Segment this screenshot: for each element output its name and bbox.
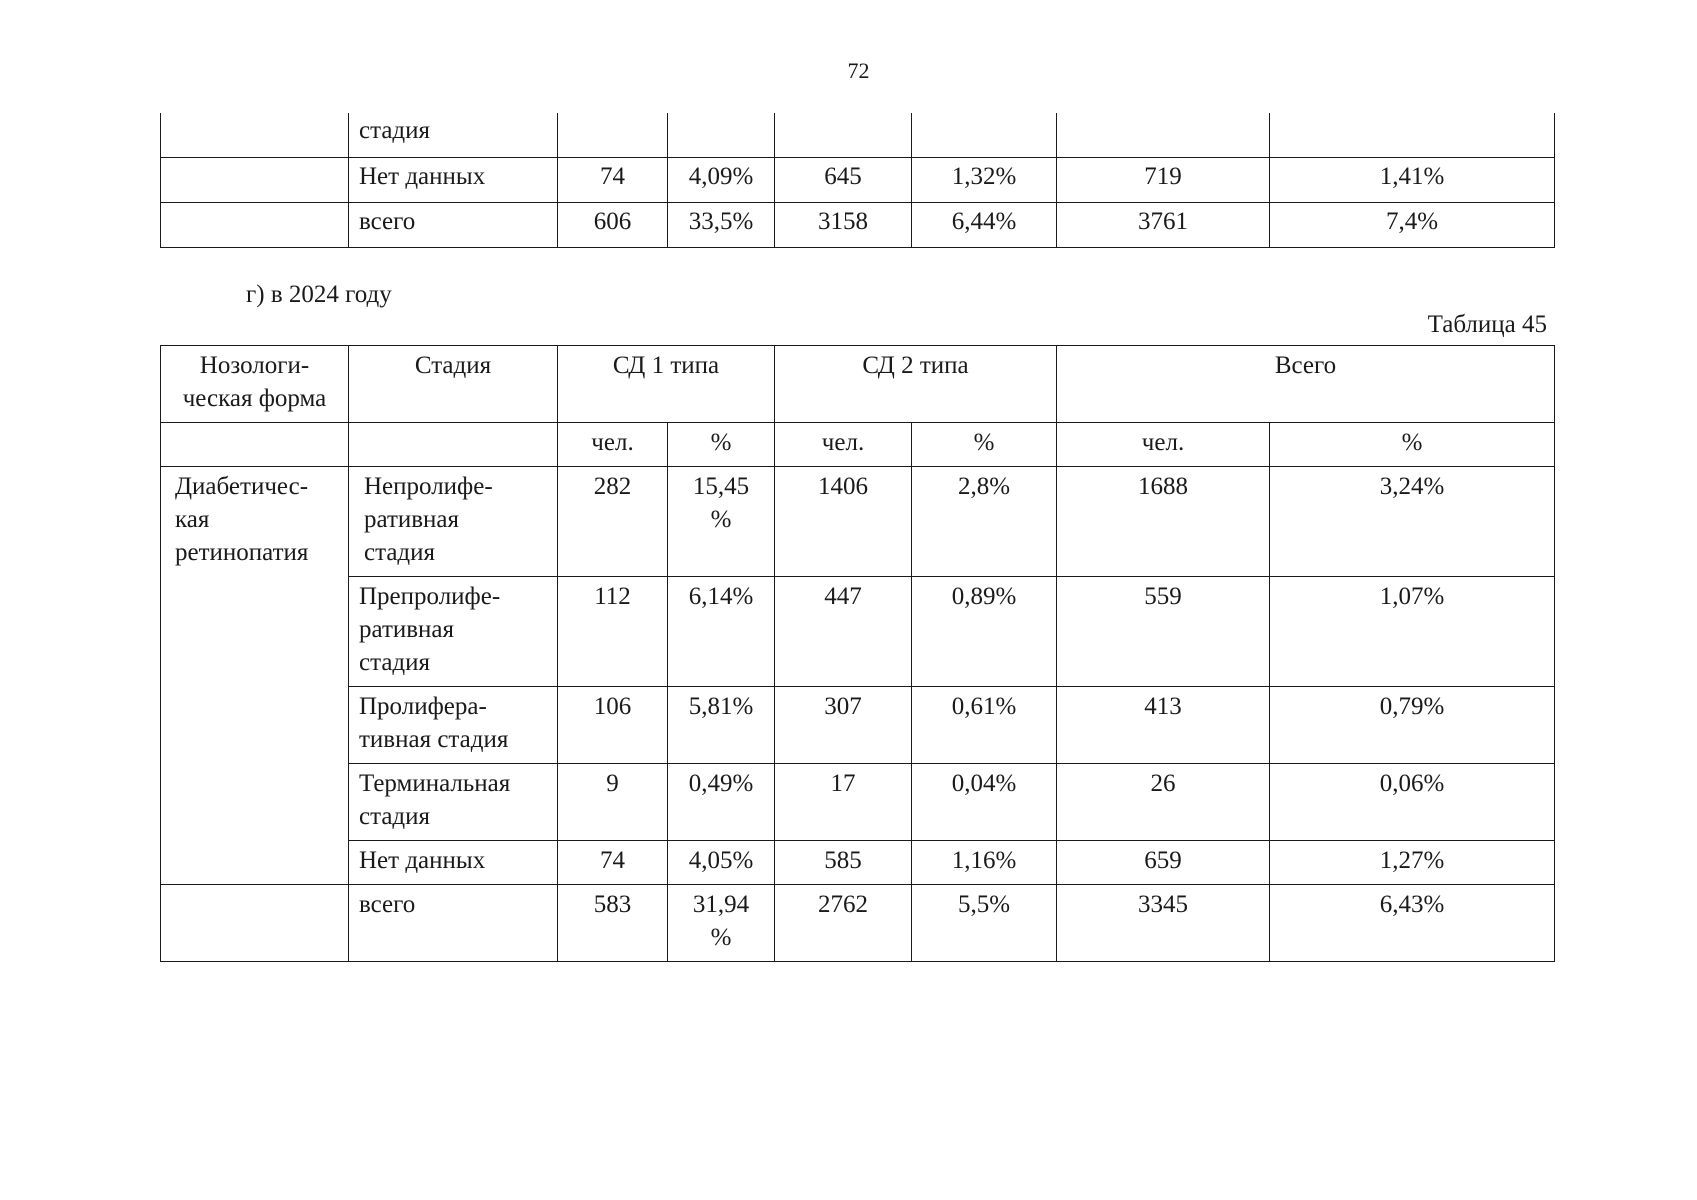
subheader-total-percent: % [1270,423,1555,467]
total-count-cell: 3761 [1057,203,1270,248]
stage-line: ративная [364,506,460,533]
percent-line: % [710,506,732,533]
table-row [161,203,1555,248]
stage-line: Препролифе- [359,583,501,610]
total-percent-cell: 1,07% [1270,577,1555,687]
continued-table [160,113,1555,248]
form-cell [161,158,349,203]
percent-line: 15,45 [692,473,750,500]
sd1-percent-cell [668,885,775,962]
table-row [161,687,1555,764]
stage-cell: стадия [349,113,558,158]
subheader-sd1-percent: % [668,423,775,467]
form-cell [161,885,349,962]
page-number: 72 [847,58,870,83]
sd2-count-cell: 1406 [775,467,912,577]
sd1-percent-cell [668,113,775,158]
stage-line: стадия [359,803,431,830]
sd2-count-cell: 307 [775,687,912,764]
sd2-count-cell [775,113,912,158]
header-sd2: СД 2 типа [775,346,1057,423]
section-heading: г) в 2024 году [246,281,392,308]
sd1-count-cell: 74 [558,841,668,885]
subheader-total-count: чел. [1057,423,1270,467]
sd2-percent-cell: 0,61% [912,687,1057,764]
header-form-line: Нозологи- [199,352,310,379]
sd2-percent-cell: 1,32% [912,158,1057,203]
total-count-cell: 559 [1057,577,1270,687]
header-row [161,346,1555,423]
stage-cell: Нет данных [349,841,558,885]
sd1-percent-cell: 4,05% [668,841,775,885]
sd2-count-cell: 3158 [775,203,912,248]
table-caption: Таблица 45 [1427,311,1547,338]
form-name-line: кая [175,506,210,533]
stage-cell: всего [349,203,558,248]
sd1-count-cell: 106 [558,687,668,764]
total-count-cell [1057,113,1270,158]
sd2-percent-cell: 5,5% [912,885,1057,962]
total-percent-cell: 6,43% [1270,885,1555,962]
stage-line: Терминальная [359,770,511,797]
stage-cell: всего [349,885,558,962]
sd1-percent-cell [668,467,775,577]
form-name-line: ретинопатия [175,539,309,566]
table-row [161,841,1555,885]
sd2-percent-cell [912,113,1057,158]
table-row [161,764,1555,841]
sd1-count-cell: 74 [558,158,668,203]
stage-line: стадия [364,539,436,566]
total-percent-cell: 1,41% [1270,158,1555,203]
header-sd1: СД 1 типа [558,346,775,423]
sd2-count-cell: 447 [775,577,912,687]
form-name-line: Диабетичес- [175,473,309,500]
header-stage: Стадия [349,346,558,423]
form-name-cell [161,467,349,885]
stage-cell: Нет данных [349,158,558,203]
total-row [161,885,1555,962]
total-percent-cell: 0,79% [1270,687,1555,764]
total-percent-cell: 0,06% [1270,764,1555,841]
sd2-count-cell: 585 [775,841,912,885]
total-percent-cell [1270,113,1555,158]
total-percent-cell: 7,4% [1270,203,1555,248]
sd1-count-cell: 282 [558,467,668,577]
sd1-percent-cell: 4,09% [668,158,775,203]
stage-cell [349,687,558,764]
sd1-percent-cell: 5,81% [668,687,775,764]
percent-line: % [710,924,732,951]
table-row [161,467,1555,577]
sd1-count-cell: 583 [558,885,668,962]
subheader-sd2-percent: % [912,423,1057,467]
sd1-count-cell [558,113,668,158]
sd1-count-cell: 112 [558,577,668,687]
header-form [161,346,349,423]
table-row [161,577,1555,687]
table-row [161,158,1555,203]
stage-line: ративная [359,616,455,643]
sd2-percent-cell: 1,16% [912,841,1057,885]
total-count-cell: 719 [1057,158,1270,203]
total-count-cell: 26 [1057,764,1270,841]
sd1-percent-cell: 0,49% [668,764,775,841]
total-count-cell: 3345 [1057,885,1270,962]
sd2-count-cell: 17 [775,764,912,841]
header-form-line: ческая форма [182,385,327,412]
stage-line: стадия [359,649,431,676]
stage-cell [349,467,558,577]
subheader-sd2-count: чел. [775,423,912,467]
subheader-empty [349,423,558,467]
sd1-count-cell: 9 [558,764,668,841]
sd2-count-cell: 645 [775,158,912,203]
sd1-count-cell: 606 [558,203,668,248]
sd1-percent-cell: 6,14% [668,577,775,687]
sd2-percent-cell: 2,8% [912,467,1057,577]
stage-line: Непролифе- [364,473,493,500]
stage-cell [349,577,558,687]
sd1-percent-cell: 33,5% [668,203,775,248]
percent-line: 31,94 [692,891,750,918]
total-count-cell: 1688 [1057,467,1270,577]
sd2-percent-cell: 6,44% [912,203,1057,248]
total-count-cell: 659 [1057,841,1270,885]
total-percent-cell: 3,24% [1270,467,1555,577]
subheader-empty [161,423,349,467]
table-45 [160,345,1555,962]
header-total: Всего [1057,346,1555,423]
table-row [161,113,1555,158]
sd2-percent-cell: 0,04% [912,764,1057,841]
subheader-row [161,423,1555,467]
subheader-sd1-count: чел. [558,423,668,467]
sd2-count-cell: 2762 [775,885,912,962]
form-cell [161,113,349,158]
stage-line: тивная стадия [359,726,509,753]
total-percent-cell: 1,27% [1270,841,1555,885]
form-cell [161,203,349,248]
stage-cell [349,764,558,841]
total-count-cell: 413 [1057,687,1270,764]
sd2-percent-cell: 0,89% [912,577,1057,687]
stage-line: Пролифера- [359,693,487,720]
